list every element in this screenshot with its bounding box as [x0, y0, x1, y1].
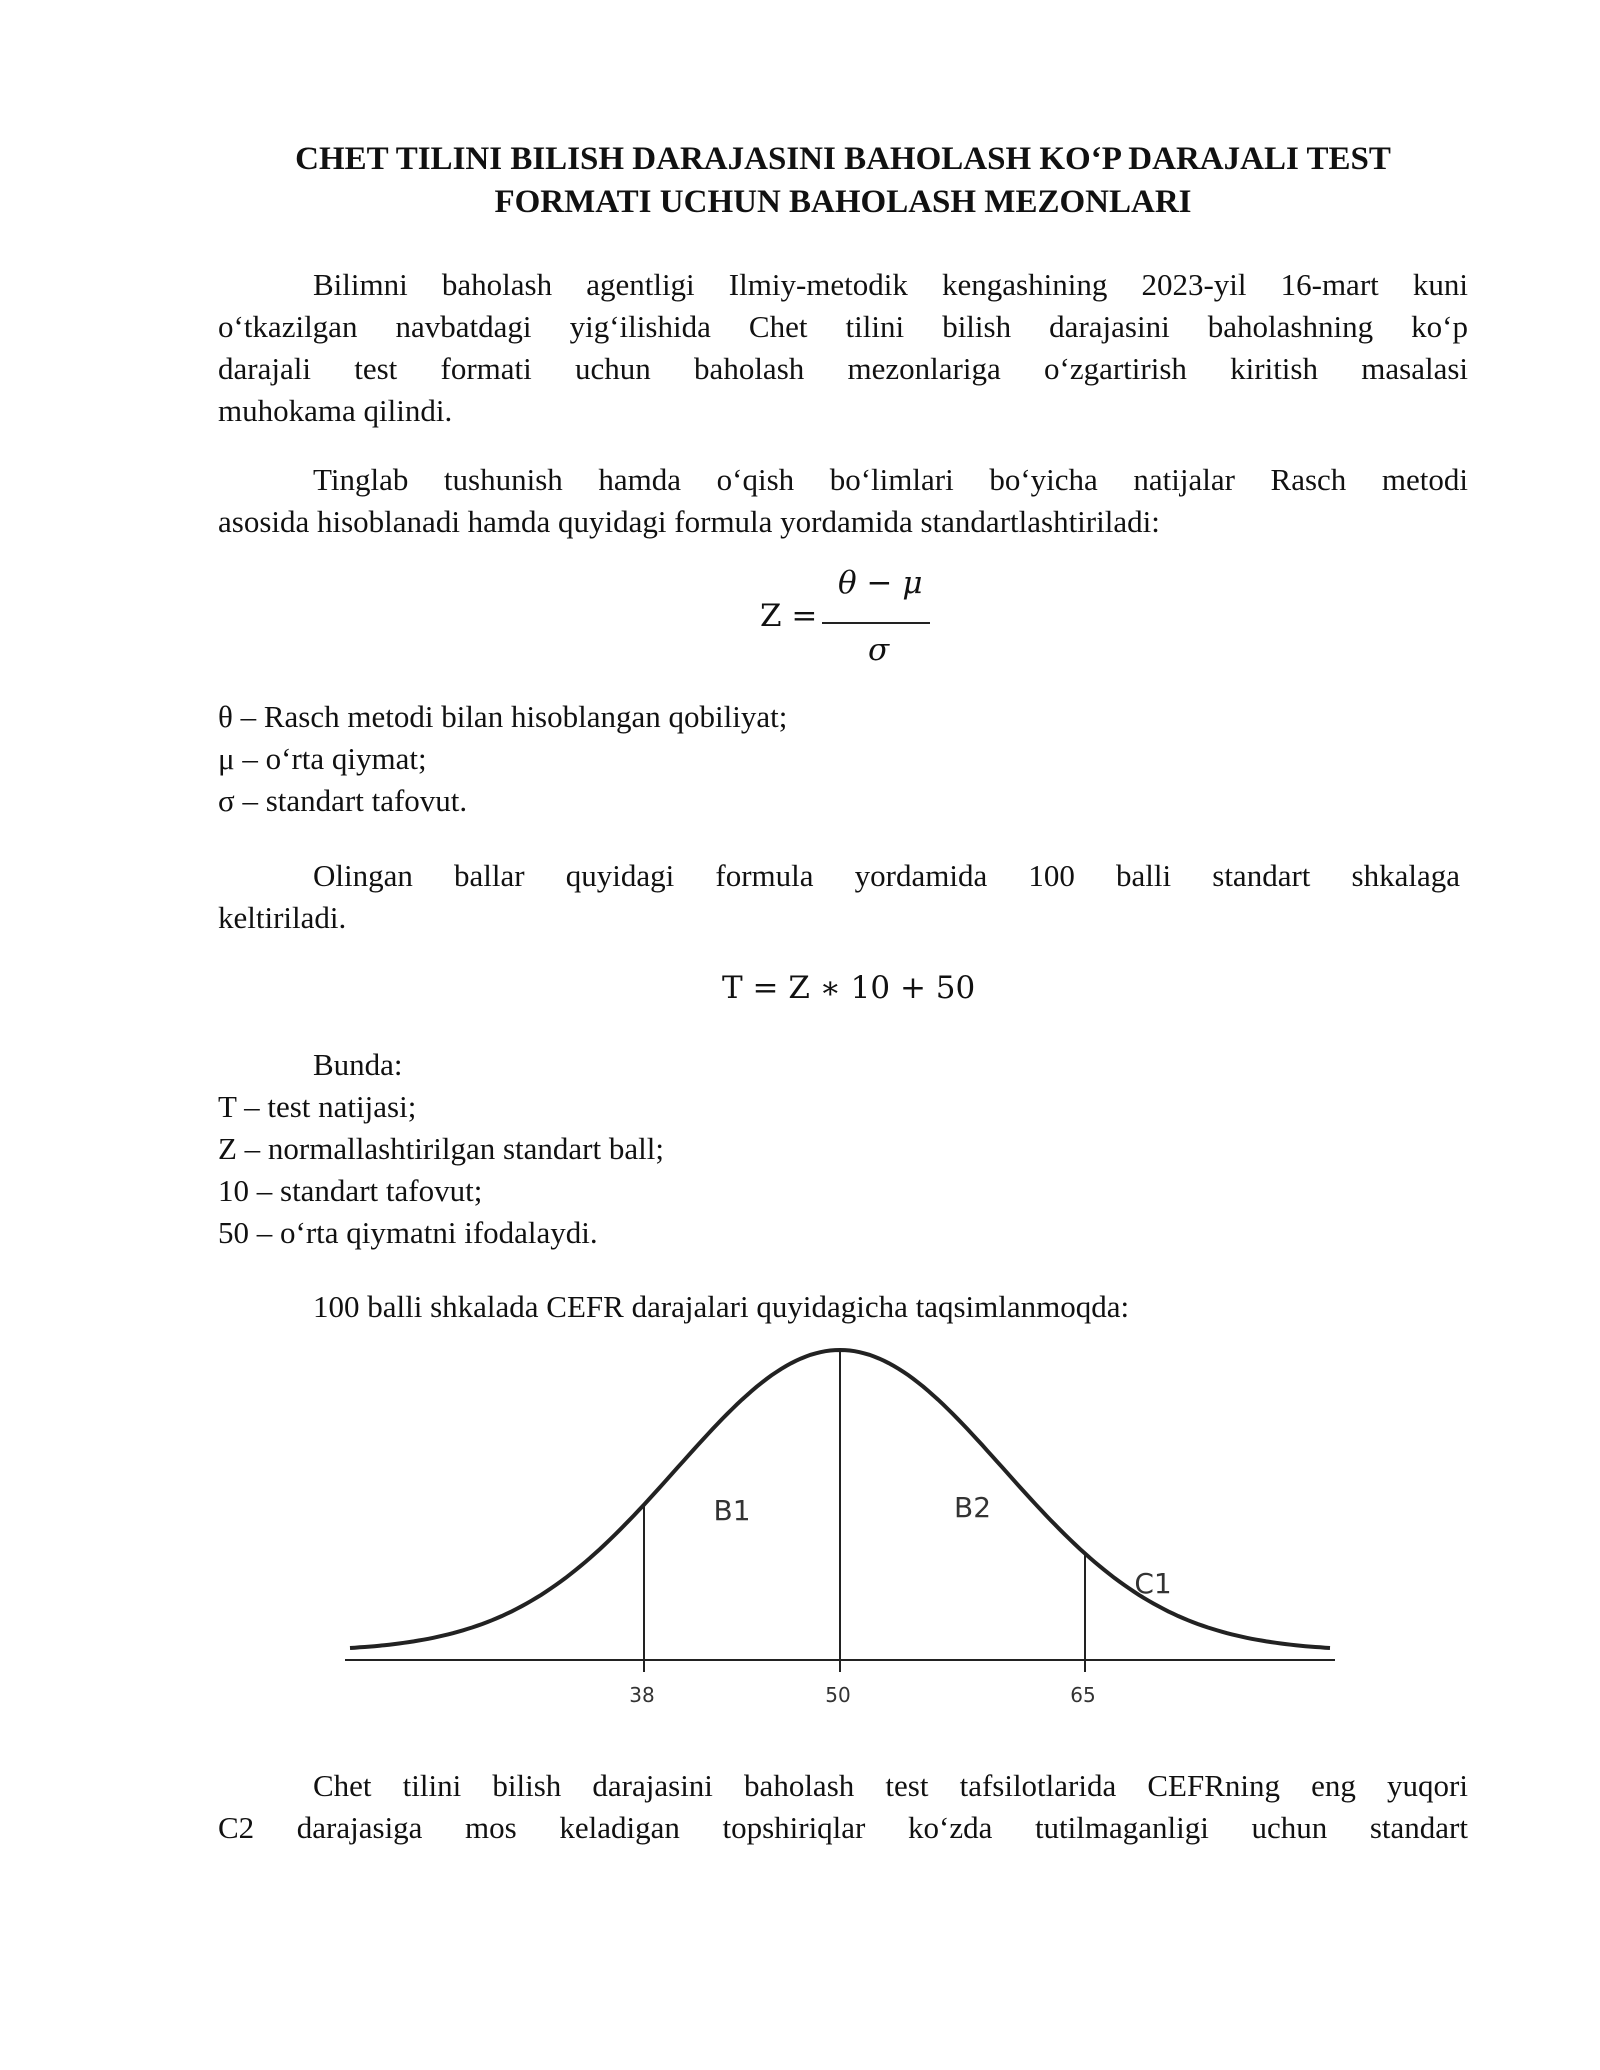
cefr-distribution-chart: [330, 1330, 1380, 1750]
title-line-1: CHET TILINI BILISH DARAJASINI BAHOLASH KO‘P DARAJALI TEST: [295, 141, 1391, 177]
bunda-label: Bunda:: [313, 1047, 403, 1082]
paragraph-line: o‘tkazilgan navbatdagi yig‘ilishida Chet tilini bilish darajasini baholashning ko‘p: [218, 309, 1468, 344]
paragraph-c2: [218, 1765, 1468, 1849]
document-title: [218, 138, 1468, 224]
paragraph-line: Bilimni baholash agentligi Ilmiy-metodik kengashining 2023-yil 16-mart kuni: [313, 267, 1468, 302]
paragraph-line: keltiriladi.: [218, 900, 347, 935]
definition-50: 50 – o‘rta qiymatni ifodalaydi.: [218, 1215, 598, 1250]
paragraph-line: Chet tilini bilish darajasini baholash test tafsilotlarida CEFRning eng yuqori: [313, 1768, 1468, 1803]
paragraph-line: darajali test formati uchun baholash mezonlariga o‘zgartirish kiritish masalasi: [218, 351, 1468, 386]
definitions-list-2: [218, 1086, 664, 1254]
tick-label: 38: [629, 1683, 655, 1707]
tick-label: 50: [825, 1683, 851, 1707]
definition-t: T – test natijasi;: [218, 1089, 417, 1124]
paragraph-line: C2 darajasiga mos keladigan topshiriqlar ko‘zda tutilmaganligi uchun standart: [218, 1810, 1468, 1845]
definition-mu: μ – o‘rta qiymat;: [218, 741, 427, 776]
definition-z: Z – normallashtirilgan standart ball;: [218, 1131, 664, 1166]
tick-label: 65: [1070, 1683, 1096, 1707]
paragraph-line: 100 balli shkalada CEFR darajalari quyidagicha taqsimlanmoqda:: [313, 1289, 1130, 1324]
definitions-list-1: [218, 696, 787, 822]
paragraph-rasch: [218, 459, 1468, 543]
definition-sigma: σ – standart tafovut.: [218, 783, 468, 818]
paragraph-line: asosida hisoblanadi hamda quyidagi formula yordamida standartlashtiriladi:: [218, 504, 1160, 539]
formula-z-numerator: θ − μ: [838, 565, 923, 601]
region-label: B2: [953, 1491, 992, 1524]
definition-10: 10 – standart tafovut;: [218, 1173, 483, 1208]
region-label: B1: [713, 1494, 751, 1527]
paragraph-line: Tinglab tushunish hamda o‘qish bo‘limlari bo‘yicha natijalar Rasch metodi: [313, 462, 1468, 497]
title-line-2: FORMATI UCHUN BAHOLASH MEZONLARI: [494, 184, 1192, 220]
paragraph-scale: [218, 855, 1460, 939]
formula-t: T = Z ∗ 10 + 50: [722, 970, 976, 1006]
paragraph-line: Olingan ballar quyidagi formula yordamida 100 balli standart shkalaga: [313, 858, 1460, 893]
region-label: C1: [1134, 1567, 1172, 1600]
paragraph-line: muhokama qilindi.: [218, 393, 453, 428]
paragraph-cefr: [313, 1286, 1129, 1328]
definition-theta: θ – Rasch metodi bilan hisoblangan qobiliyat;: [218, 699, 788, 734]
paragraph-intro: [218, 264, 1468, 432]
formula-z-lhs: Z =: [760, 598, 818, 634]
fraction-bar: [822, 622, 930, 624]
formula-z-denominator: σ: [868, 632, 890, 668]
